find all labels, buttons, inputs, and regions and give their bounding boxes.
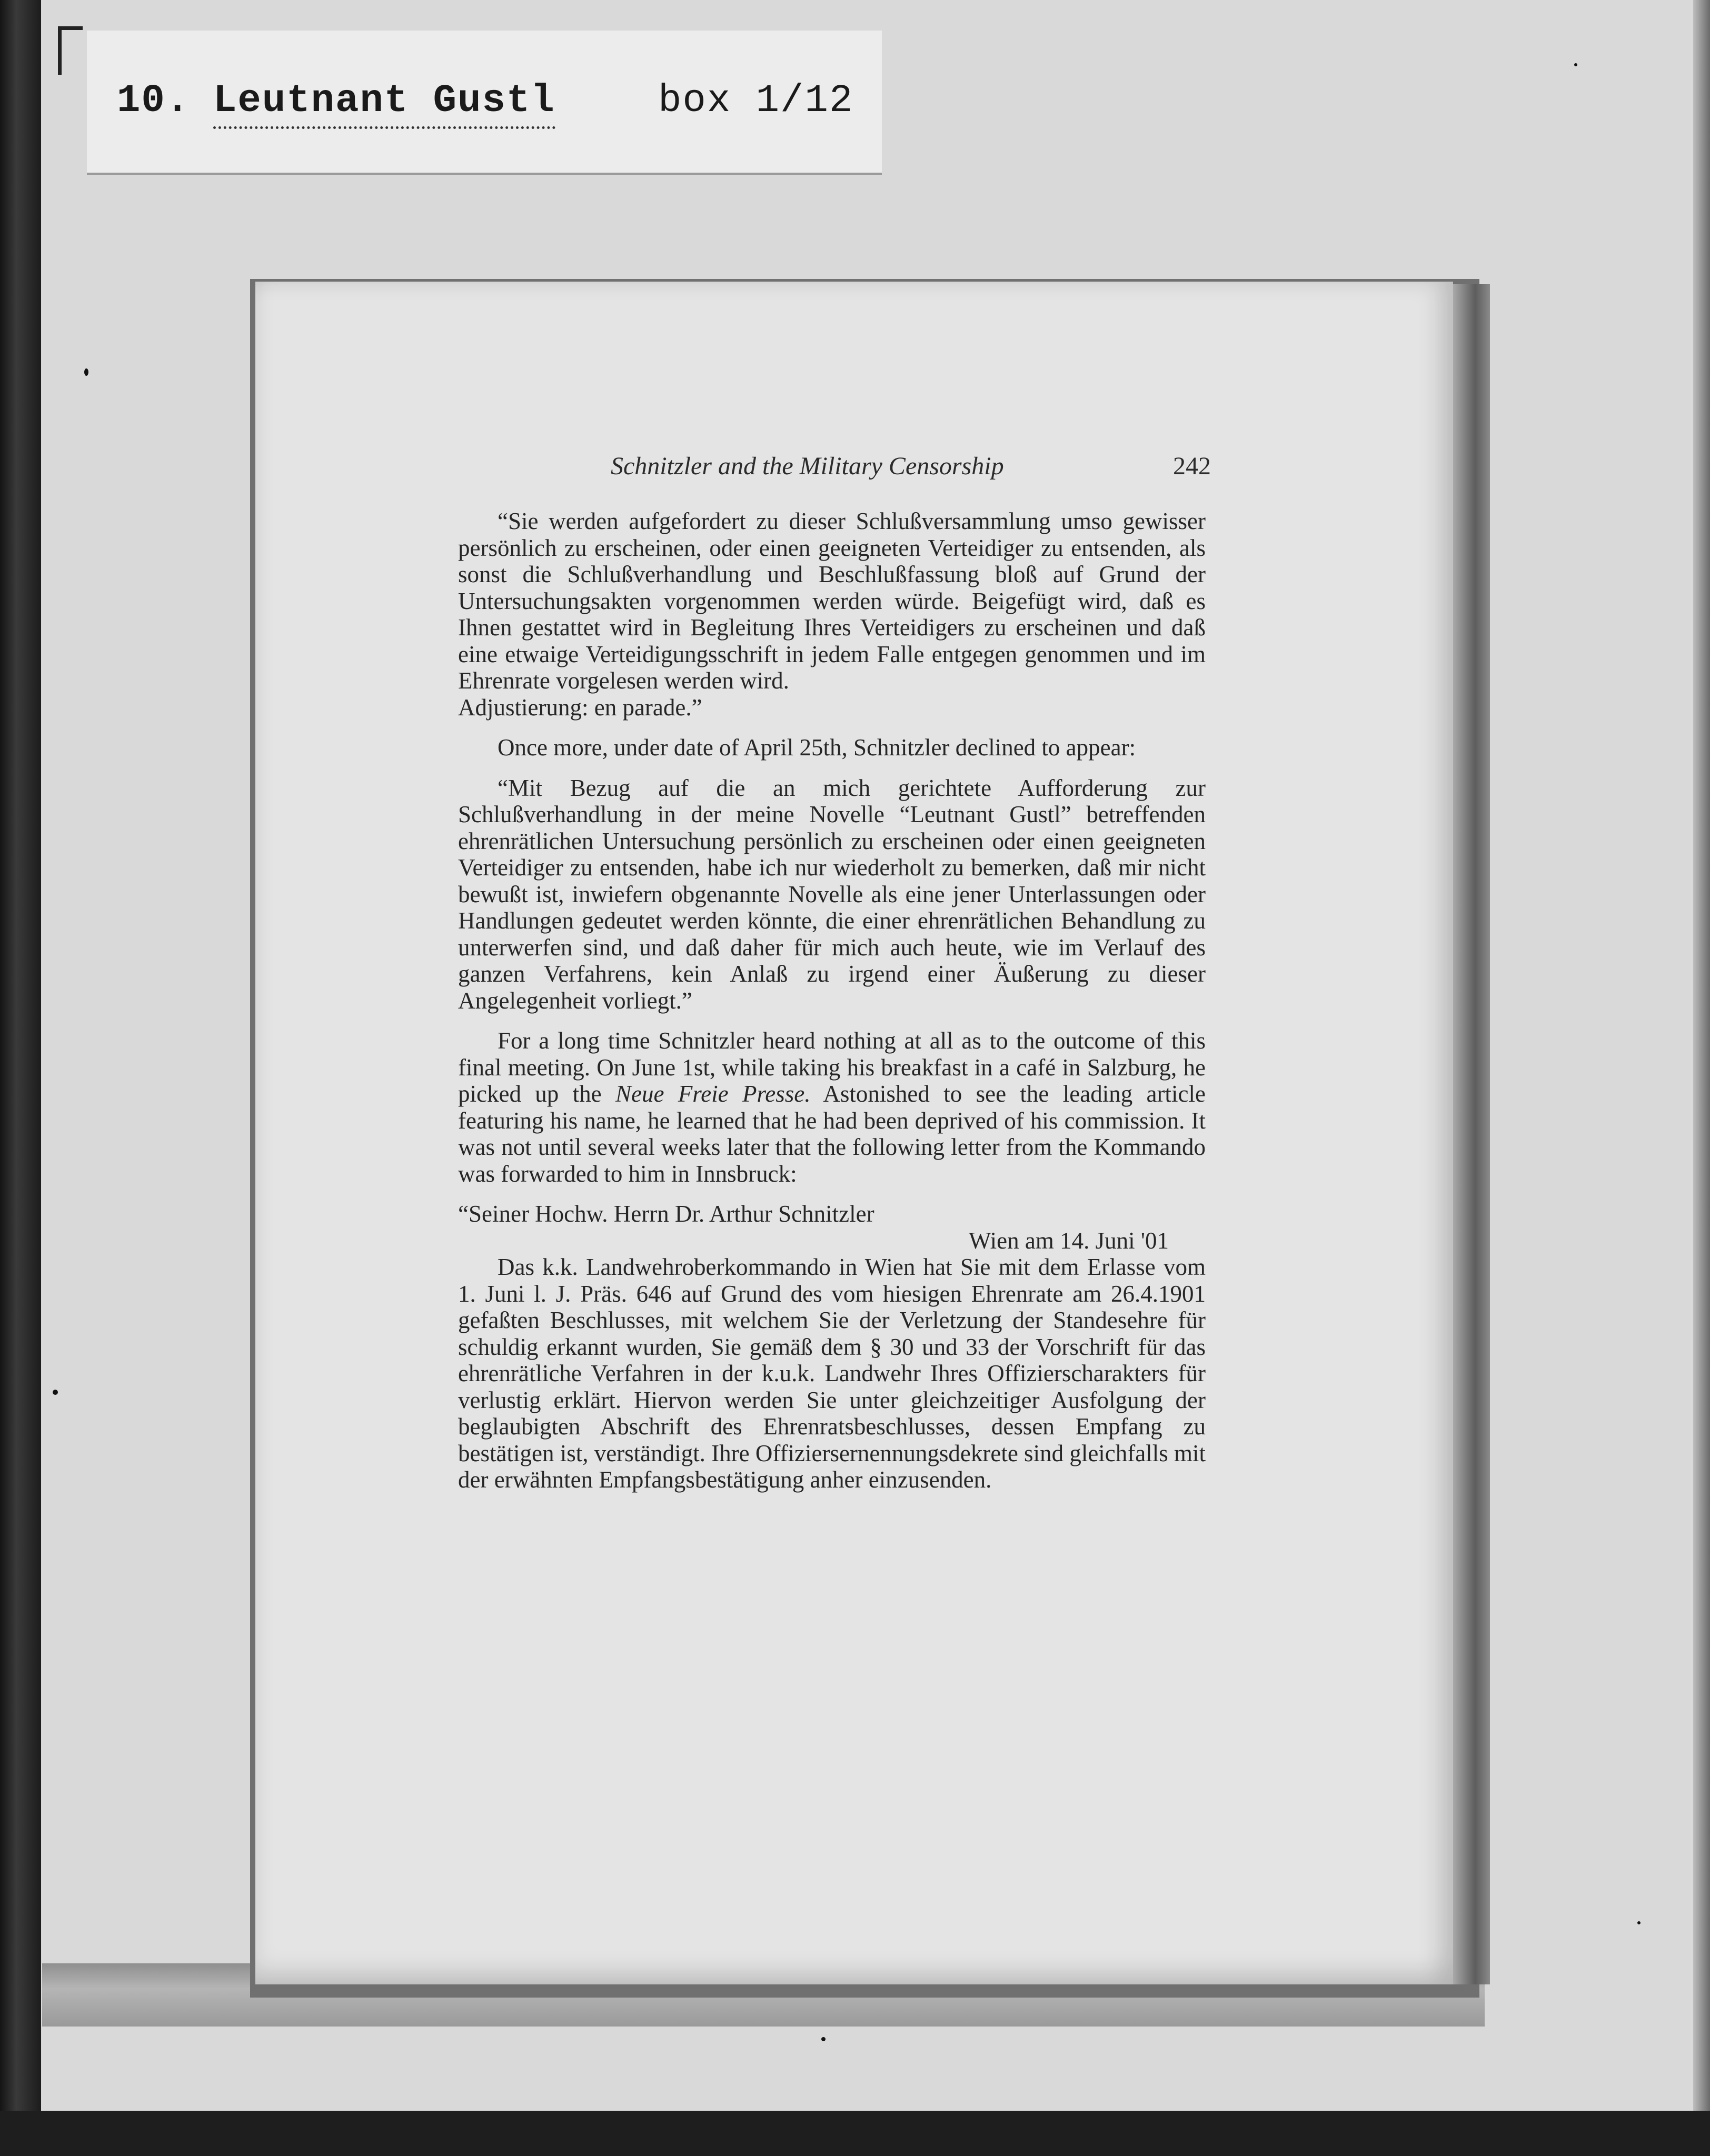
book-page-edges	[1453, 284, 1490, 1984]
narrative-text: For a long time Schnitzler heard nothing at all as to the outcome of this final meeting. On June 1st, while taking his breakfast in a café in Salzburg, he picked up the	[458, 1027, 1206, 1107]
quoted-reply-paragraph: “Mit Bezug auf die an mich gerichtete Aufforderung zur Schlußverhandlung in der meine Novelle “Leutnant Gustl” betreffenden ehrenrätlichen Untersuchung persönlich zu erscheinen oder einen geeigneten Verteidiger zu entsenden, habe ich nur wiederholt zu bemerken, daß mir nicht bewußt ist, inwiefern obgenannte Novelle als eine jener Unterlassungen oder Handlungen gedeutet werden könnte, die einer ehrenrätlichen Behandlung zu unterwerfen sind, und daß daher für mich auch heute, wie im Verlauf des ganzen Verfahrens, kein Anlaß zu irgend einer Äußerung zu dieser Angelegenheit vorliegt.”	[458, 774, 1206, 1014]
scan-bottom-edge	[0, 2111, 1710, 2156]
letter-address: “Seiner Hochw. Herrn Dr. Arthur Schnitzler	[458, 1201, 874, 1227]
letter-date: Wien am 14. Juni '01	[969, 1227, 1169, 1254]
label-title: Leutnant Gustl	[213, 79, 555, 129]
newspaper-title: Neue Freie Presse.	[615, 1081, 811, 1107]
page-number: 242	[1173, 452, 1211, 480]
quoted-summons-paragraph: “Sie werden aufgefordert zu dieser Schlußversammlung umso gewisser persönlich zu erscheinen, oder einen geeigneten Verteidiger zu entsenden, als sonst die Schlußverhandlung und Beschlußfassung bloß auf Grund der Untersuchungsakten vorgenommen werden würde. Beigefügt wird, daß es Ihnen gestattet wird in Begleitung Ihres Verteidigers zu erscheinen und daß eine etwaige Verteidigungsschrift in jedem Falle entgegen genommen und im Ehrenrate vorgelesen werden wird.	[458, 508, 1206, 694]
page-header	[611, 452, 1211, 488]
running-head: Schnitzler and the Military Censorship	[611, 452, 1004, 480]
narrative-paragraph-june	[458, 1027, 1206, 1187]
narrative-text-cont: Astonished to see the leading article featuring his name, he learned that he had been deprived of his commission. It was not until several weeks later that the following letter from the Kommando was forwarded to him in Innsbruck:	[458, 1081, 1206, 1187]
letter-body: Das k.k. Landwehroberkommando in Wien hat Sie mit dem Erlasse vom 1. Juni l. J. Präs. 646 auf Grund des vom hiesigen Ehrenrate am 26.4.1901 gefaßten Beschlusses, mit welchem Sie der Verletzung der Standesehre für schuldig erkannt wurden, Sie gemäß dem § 30 und 33 der Vorschrift für das ehrenrätliche Verfahren in der k.u.k. Landwehr Ihres Offizierscharakters für verlustig erklärt. Hiervon werden Sie unter gleichzeitiger Ausfolgung der beglaubigten Abschrift des Ehrenratsbeschlusses, dessen Empfang zu bestätigen ist, verständigt. Ihre Offiziersernennungsdekrete sind gleichfalls mit der erwähnten Empfangsbestätigung anher einzusenden.	[458, 1254, 1206, 1493]
scan-right-edge	[1693, 0, 1710, 2156]
adjustierung-line: Adjustierung: en parade.”	[458, 694, 702, 721]
narrative-paragraph: Once more, under date of April 25th, Schnitzler declined to appear:	[498, 734, 1136, 761]
crop-corner-mark	[58, 26, 83, 75]
label-box-number: box 1/12	[658, 79, 854, 123]
label-number: 10.	[117, 79, 191, 123]
scan-left-edge	[0, 0, 41, 2156]
page-body	[458, 508, 1206, 1493]
